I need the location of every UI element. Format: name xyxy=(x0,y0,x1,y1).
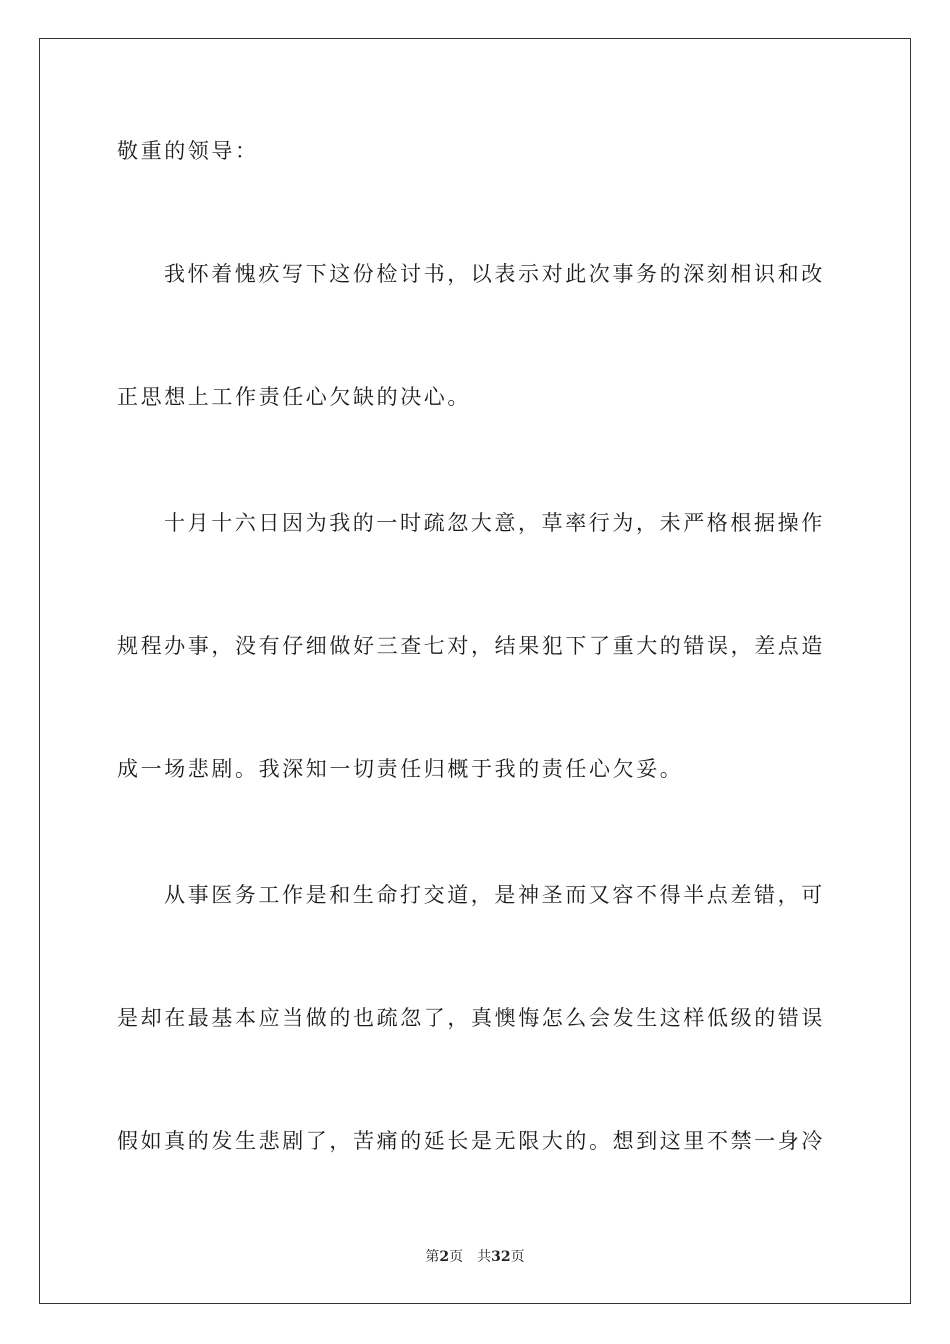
page-prefix: 第 xyxy=(425,1249,440,1265)
paragraph-2-line-2: 规程办事，没有仔细做好三查七对，结果犯下了重大的错误，差点造 xyxy=(117,634,825,658)
page-number: 2 xyxy=(439,1249,450,1265)
total-pages: 32 xyxy=(491,1249,511,1265)
paragraph-1-line-2: 正思想上工作责任心欠缺的决心。 xyxy=(117,385,471,409)
paragraph-1-line-1: 我怀着愧疚写下这份检讨书，以表示对此次事务的深刻相识和改 xyxy=(164,262,825,286)
salutation-line: 敬重的领导： xyxy=(117,139,259,163)
page-footer xyxy=(0,1248,950,1266)
total-prefix: 共 xyxy=(477,1249,492,1265)
page-border xyxy=(39,38,911,1304)
paragraph-2-line-3: 成一场悲剧。我深知一切责任归概于我的责任心欠妥。 xyxy=(117,757,684,781)
total-suffix: 页 xyxy=(510,1249,525,1265)
paragraph-3-line-2: 是却在最基本应当做的也疏忽了，真懊悔怎么会发生这样低级的错误 xyxy=(117,1006,825,1030)
paragraph-2-line-1: 十月十六日因为我的一时疏忽大意，草率行为，未严格根据操作 xyxy=(164,511,825,535)
paragraph-3-line-1: 从事医务工作是和生命打交道，是神圣而又容不得半点差错，可 xyxy=(164,883,825,907)
page-suffix: 页 xyxy=(449,1249,464,1265)
paragraph-3-line-3: 假如真的发生悲剧了，苦痛的延长是无限大的。想到这里不禁一身冷 xyxy=(117,1129,825,1153)
